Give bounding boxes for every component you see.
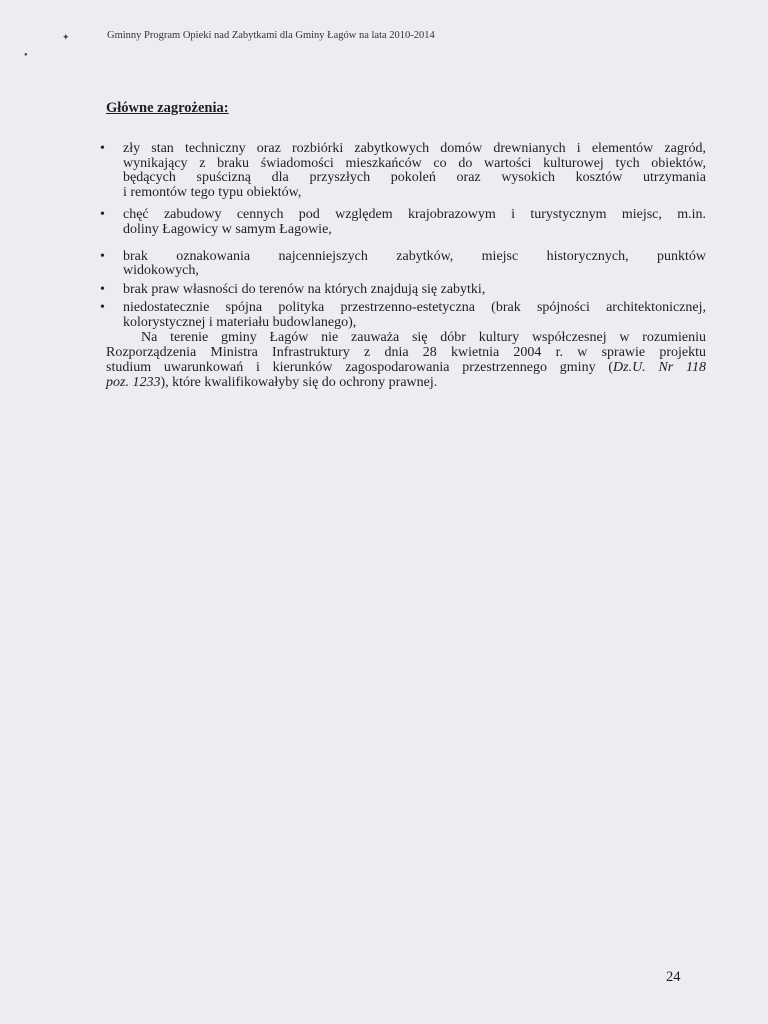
list-item-line: wynikający z braku świadomości mieszkańców co do wartości kulturowej tych obiektów, — [123, 156, 706, 171]
bullet-icon: • — [100, 300, 105, 315]
bullet-icon: • — [100, 282, 105, 297]
list-item-line: chęć zabudowy cennych pod względem krajobrazowym i turystycznym miejsc, m.in. — [123, 207, 706, 222]
running-header: Gminny Program Opieki nad Zabytkami dla Gminy Łagów na lata 2010-2014 — [107, 30, 435, 41]
paragraph-line — [106, 375, 689, 390]
page-number: 24 — [666, 969, 681, 985]
bullet-icon: • — [100, 249, 105, 264]
list-item-line: kolorystycznej i materiału budowlanego), — [123, 315, 357, 330]
scan-dot: ● — [24, 52, 28, 58]
bullet-icon: • — [100, 207, 105, 222]
paragraph-line: Rozporządzenia Ministra Infrastruktury z dnia 28 kwietnia 2004 r. w sprawie projektu — [106, 345, 706, 360]
list-item-line: niedostatecznie spójna polityka przestrzenno-estetyczna (brak spójności architektonicznej, — [123, 300, 706, 315]
list-item-line: zły stan techniczny oraz rozbiórki zabytkowych domów drewnianych i elementów zagród, — [123, 141, 706, 156]
list-item-line: doliny Łagowicy w samym Łagowie, — [123, 222, 332, 237]
list-item-line: i remontów tego typu obiektów, — [123, 185, 302, 200]
paragraph-text: studium uwarunkowań i kierunków zagospodarowania przestrzennego gminy ( — [106, 360, 614, 375]
paragraph-citation: poz. 1233 — [106, 375, 161, 390]
list-item-line: widokowych, — [123, 263, 199, 278]
scan-mark: ✦ — [62, 32, 70, 42]
paragraph-citation: Dz.U. Nr 118 — [613, 360, 706, 375]
paragraph-text: ), które kwalifikowałyby się do ochrony prawnej. — [160, 375, 438, 390]
list-item-line: brak praw własności do terenów na których znajdują się zabytki, — [123, 282, 486, 297]
bullet-icon: • — [100, 141, 105, 156]
section-heading: Główne zagrożenia: — [106, 100, 229, 116]
paragraph-line — [106, 360, 706, 375]
list-item-line: będących spuścizną dla przyszłych pokoleń oraz wysokich kosztów utrzymania — [123, 170, 706, 185]
paragraph-line: Na terenie gminy Łagów nie zauważa się dóbr kultury współczesnej w rozumieniu — [141, 330, 706, 345]
list-item-line: brak oznakowania najcenniejszych zabytków, miejsc historycznych, punktów — [123, 249, 706, 264]
